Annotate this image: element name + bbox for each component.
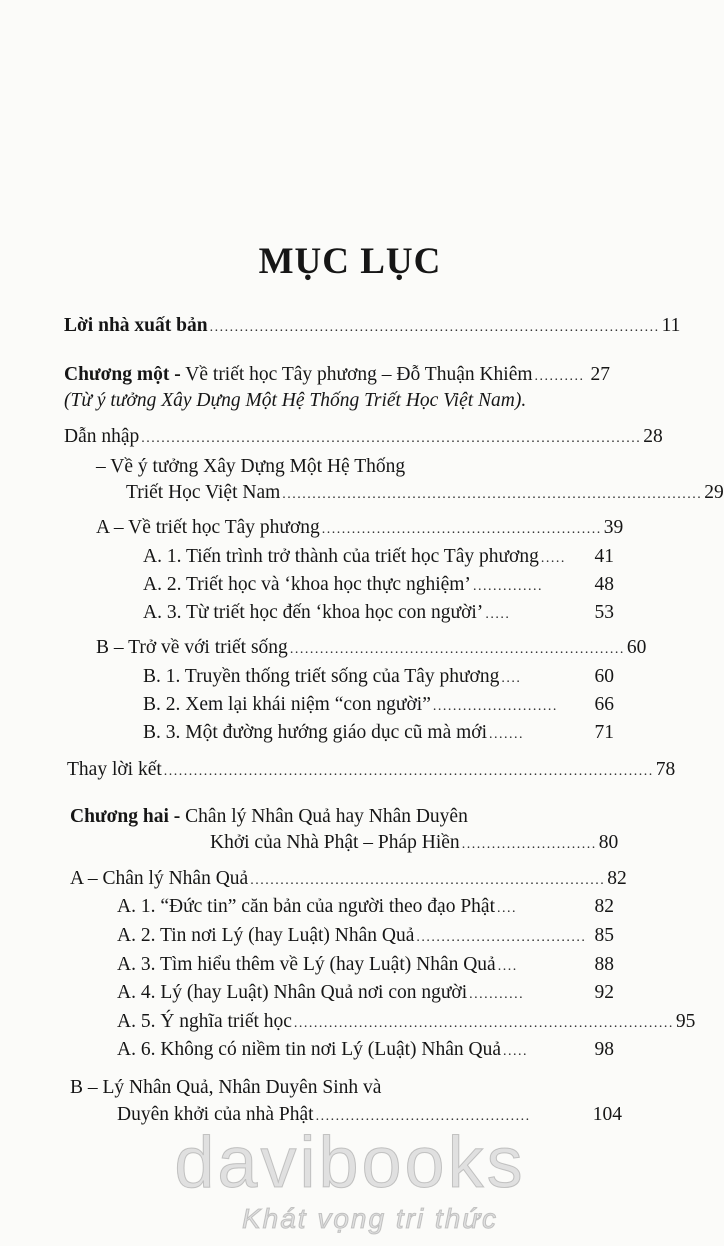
- dot-leader: ...........................................: [315, 1109, 531, 1124]
- dot-leader: ....: [497, 901, 518, 916]
- toc-page-number: 95: [675, 1011, 696, 1032]
- toc-entry-label: A. 6. Không có niềm tin nơi Lý (Luật) Nhân Quả: [117, 1039, 501, 1060]
- chapter-label: Chương hai -: [70, 806, 181, 827]
- toc-entry-label: Khởi của Nhà Phật – Pháp Hiền: [210, 832, 460, 853]
- toc-page-number: 60: [626, 637, 647, 658]
- toc-entry[interactable]: [96, 635, 647, 661]
- dot-leader: .....: [485, 607, 511, 622]
- toc-page-number: 82: [607, 868, 627, 889]
- toc-page-number: 78: [655, 759, 676, 780]
- dot-leader: .....: [540, 551, 566, 566]
- toc-page-number: 39: [603, 517, 624, 538]
- toc-entry-label: A – Chân lý Nhân Quả: [70, 868, 249, 889]
- toc-entry[interactable]: [70, 866, 627, 892]
- toc-entry[interactable]: [96, 515, 624, 541]
- toc-entry-label: A. 5. Ý nghĩa triết học: [117, 1011, 292, 1032]
- toc-page-number: 29: [704, 482, 724, 503]
- page-title: MỤC LỤC: [258, 241, 442, 282]
- toc-entry[interactable]: [143, 572, 614, 598]
- watermark-tagline: Khát vọng tri thức: [241, 1203, 499, 1234]
- toc-entry-label: A. 1. “Đức tin” căn bản của người theo đạo Phật: [117, 896, 496, 917]
- dot-leader: ............................................................................: [293, 1016, 674, 1031]
- toc-entry[interactable]: [143, 600, 614, 626]
- toc-page-number: 85: [594, 925, 614, 946]
- dot-leader: ..............: [472, 579, 543, 594]
- toc-entry-label: Triết Học Việt Nam: [126, 482, 281, 503]
- toc-entry[interactable]: [64, 362, 610, 388]
- toc-page-number: 28: [643, 426, 663, 447]
- toc-page-number: 98: [594, 1039, 614, 1060]
- dot-leader: .......: [489, 727, 525, 742]
- toc-page-number: 48: [594, 574, 614, 595]
- dot-leader: ....................................................................................: [282, 487, 703, 502]
- toc-entry[interactable]: [126, 480, 724, 506]
- toc-entry[interactable]: [143, 544, 614, 570]
- toc-page-number: 27: [590, 364, 610, 385]
- chapter-subtitle: (Từ ý tưởng Xây Dựng Một Hệ Thống Triết Học Việt Nam).: [64, 390, 527, 411]
- toc-page-number: 71: [594, 722, 614, 743]
- toc-entry[interactable]: [64, 313, 681, 339]
- dot-leader: ...........: [469, 987, 525, 1002]
- toc-entry[interactable]: [67, 757, 676, 783]
- toc-page-number: 11: [661, 315, 681, 336]
- dot-leader: .......................................................................: [250, 873, 606, 888]
- dot-leader: ....................................................................................................: [141, 431, 642, 446]
- toc-entry-label: A. 2. Tin nơi Lý (hay Luật) Nhân Quả: [117, 925, 415, 946]
- toc-entry-label: A – Về triết học Tây phương: [96, 517, 320, 538]
- toc-entry[interactable]: [64, 424, 663, 450]
- dot-leader: ..................................: [416, 930, 587, 945]
- toc-entry[interactable]: [143, 664, 614, 690]
- dot-leader: ...........................: [461, 837, 597, 852]
- toc-page-number: 82: [594, 896, 614, 917]
- toc-entry[interactable]: [143, 692, 614, 718]
- toc-entry-label: B. 2. Xem lại khái niệm “con người”: [143, 694, 431, 715]
- toc-entry-label: B – Lý Nhân Quả, Nhân Duyên Sinh và: [70, 1077, 382, 1098]
- toc-page-number: 80: [598, 832, 619, 853]
- toc-entry[interactable]: [117, 1037, 614, 1063]
- toc-entry[interactable]: [70, 804, 468, 830]
- toc-page-number: 53: [594, 602, 614, 623]
- toc-entry[interactable]: [143, 720, 614, 746]
- toc-entry-label: Dẫn nhập: [64, 426, 140, 447]
- toc-entry[interactable]: [210, 830, 619, 856]
- dot-leader: ........................................................: [321, 522, 602, 537]
- dot-leader: .........................: [432, 699, 558, 714]
- dot-leader: .....: [502, 1044, 528, 1059]
- chapter-label: Chương một -: [64, 364, 181, 385]
- toc-entry-label: Thay lời kết: [67, 759, 162, 780]
- toc-entry[interactable]: [117, 1009, 696, 1035]
- toc-entry-label: – Về ý tưởng Xây Dựng Một Hệ Thống: [96, 456, 406, 477]
- toc-page-number: 104: [592, 1104, 622, 1125]
- toc-entry-label: A. 3. Tìm hiểu thêm về Lý (hay Luật) Nhân Quả: [117, 954, 496, 975]
- toc-entry[interactable]: [117, 894, 614, 920]
- toc-entry-label: A. 3. Từ triết học đến ‘khoa học con người’: [143, 602, 484, 623]
- toc-page-number: 88: [594, 954, 614, 975]
- toc-entry-label: B – Trở về với triết sống: [96, 637, 288, 658]
- toc-entry[interactable]: [117, 980, 614, 1006]
- toc-entry[interactable]: [117, 923, 614, 949]
- toc-entry-label: Lời nhà xuất bản: [64, 315, 208, 336]
- toc-entry-label: Duyên khởi của nhà Phật: [117, 1104, 314, 1125]
- dot-leader: ...................................................................: [289, 642, 625, 657]
- toc-entry[interactable]: [117, 952, 614, 978]
- dot-leader: ....: [501, 671, 522, 686]
- dot-leader: ..........: [534, 369, 585, 384]
- toc-entry-label: B. 3. Một đường hướng giáo dục cũ mà mới: [143, 722, 488, 743]
- dot-leader: ..........................................................................................: [209, 320, 660, 335]
- watermark-brand: davibooks: [174, 1123, 526, 1203]
- toc-entry-label: A. 1. Tiến trình trở thành của triết học Tây phương: [143, 546, 539, 567]
- toc-page-number: 41: [594, 546, 614, 567]
- toc-entry-label: A. 2. Triết học và ‘khoa học thực nghiệm’: [143, 574, 471, 595]
- toc-page-number: 66: [594, 694, 614, 715]
- toc-entry-label: B. 1. Truyền thống triết sống của Tây phương: [143, 666, 500, 687]
- toc-page-number: 60: [594, 666, 614, 687]
- dot-leader: ..................................................................................................: [163, 764, 654, 779]
- toc-entry-label: Về triết học Tây phương – Đỗ Thuận Khiêm: [180, 364, 533, 385]
- toc-entry-label: A. 4. Lý (hay Luật) Nhân Quả nơi con người: [117, 982, 468, 1003]
- dot-leader: ....: [497, 959, 518, 974]
- toc-entry-label: Chân lý Nhân Quả hay Nhân Duyên: [180, 806, 468, 827]
- toc-page-number: 92: [594, 982, 614, 1003]
